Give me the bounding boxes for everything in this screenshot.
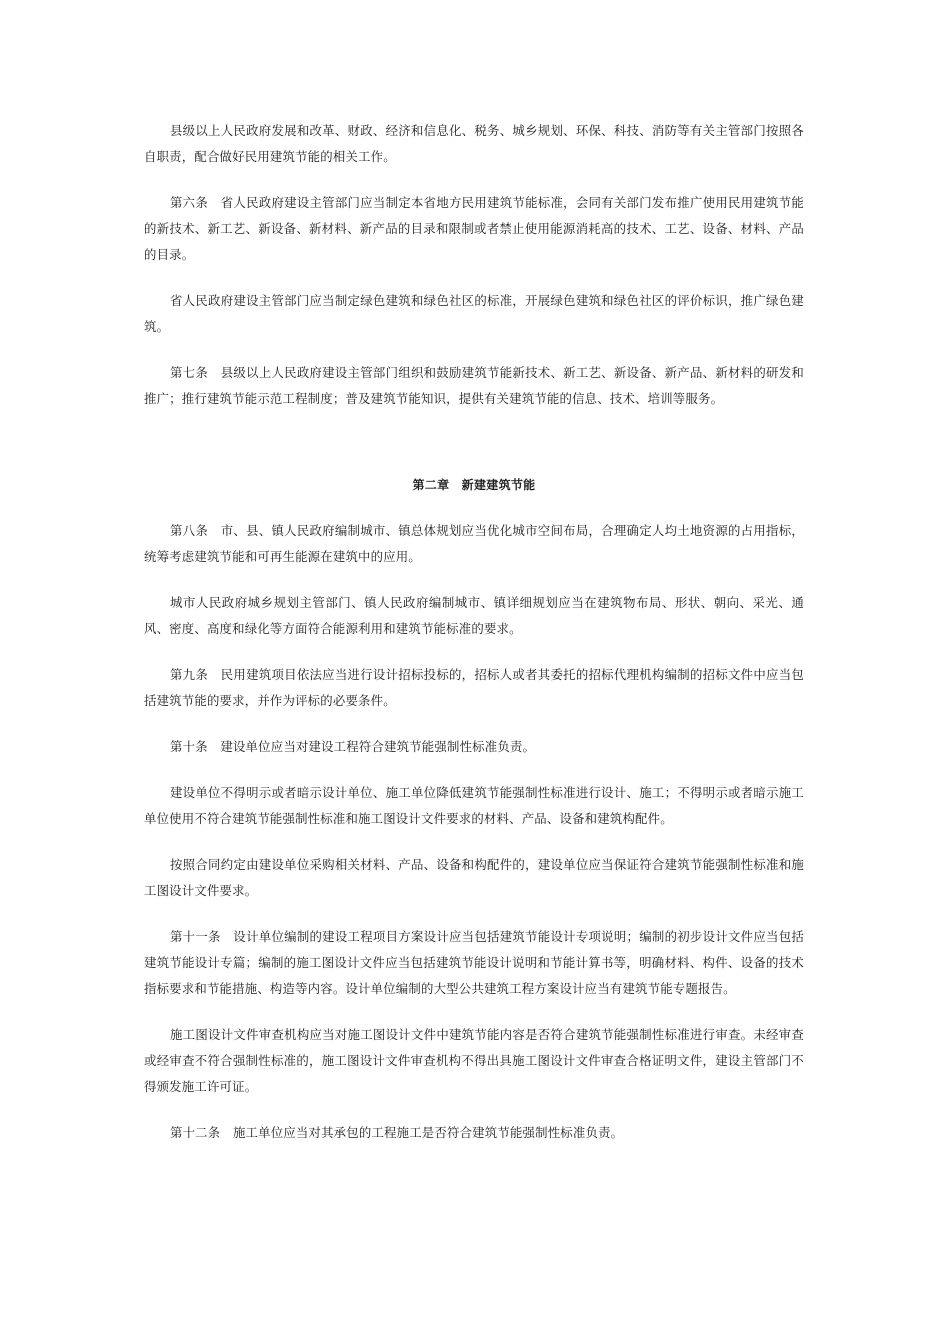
chapter-title: 第二章 新建建筑节能 bbox=[412, 478, 536, 492]
paragraph-review: 施工图设计文件审查机构应当对施工图设计文件中建筑节能内容是否符合建筑节能强制性标准进行审查。未经审查或经审查不符合强制性标准的，施工图设计文件审查机构不得出具施工图设计文件审查合格证明文件，建设主管部门不得颁发施工许可证。 bbox=[144, 1027, 804, 1094]
paragraph-article-8: 第八条 市、县、镇人民政府编制城市、镇总体规划应当优化城市空间布局，合理确定人均土地资源的占用指标，统筹考虑建筑节能和可再生能源在建筑中的应用。 bbox=[144, 523, 804, 564]
paragraph-construction-unit: 建设单位不得明示或者暗示设计单位、施工单位降低建筑节能强制性标准进行设计、施工；不得明示或者暗示施工单位使用不符合建筑节能强制性标准和施工图设计文件要求的材料、产品、设备和建筑构配件。 bbox=[144, 785, 804, 826]
paragraph-article-6: 第六条 省人民政府建设主管部门应当制定本省地方民用建筑节能标准，会同有关部门发布推广使用民用建筑节能的新技术、新工艺、新设备、新材料、新产品的目录和限制或者禁止使用能源消耗高的技术、工艺、设备、材料、产品的目录。 bbox=[144, 195, 804, 262]
paragraph-responsibilities: 县级以上人民政府发展和改革、财政、经济和信息化、税务、城乡规划、环保、科技、消防等有关主管部门按照各自职责，配合做好民用建筑节能的相关工作。 bbox=[144, 123, 804, 164]
paragraph-article-12: 第十二条 施工单位应当对其承包的工程施工是否符合建筑节能强制性标准负责。 bbox=[170, 1125, 624, 1140]
paragraph-article-11: 第十一条 设计单位编制的建设工程项目方案设计应当包括建筑节能设计专项说明；编制的初步设计文件应当包括建筑节能设计专篇；编制的施工图设计文件应当包括建筑节能设计说明和节能计算书等，明确材料、构件、设备的技术指标要求和节能措施、构造等内容。设计单位编制的大型公共建筑工程方案设计应当有建筑节能专题报告。 bbox=[144, 929, 804, 996]
paragraph-article-10: 第十条 建设单位应当对建设工程符合建筑节能强制性标准负责。 bbox=[170, 739, 536, 754]
paragraph-article-9: 第九条 民用建筑项目依法应当进行设计招标投标的，招标人或者其委托的招标代理机构编制的招标文件中应当包括建筑节能的要求，并作为评标的必要条件。 bbox=[144, 667, 804, 708]
paragraph-procurement: 按照合同约定由建设单位采购相关材料、产品、设备和构配件的，建设单位应当保证符合建筑节能强制性标准和施工图设计文件要求。 bbox=[144, 857, 804, 898]
paragraph-planning: 城市人民政府城乡规划主管部门、镇人民政府编制城市、镇详细规划应当在建筑物布局、形状、朝向、采光、通风、密度、高度和绿化等方面符合能源利用和建筑节能标准的要求。 bbox=[144, 595, 804, 636]
paragraph-article-7: 第七条 县级以上人民政府建设主管部门组织和鼓励建筑节能新技术、新工艺、新设备、新产品、新材料的研发和推广；推行建筑节能示范工程制度；普及建筑节能知识，提供有关建筑节能的信息、技术、培训等服务。 bbox=[144, 365, 804, 406]
document-page bbox=[144, 118, 804, 1146]
paragraph-green-building: 省人民政府建设主管部门应当制定绿色建筑和绿色社区的标准，开展绿色建筑和绿色社区的评价标识，推广绿色建筑。 bbox=[144, 293, 804, 334]
